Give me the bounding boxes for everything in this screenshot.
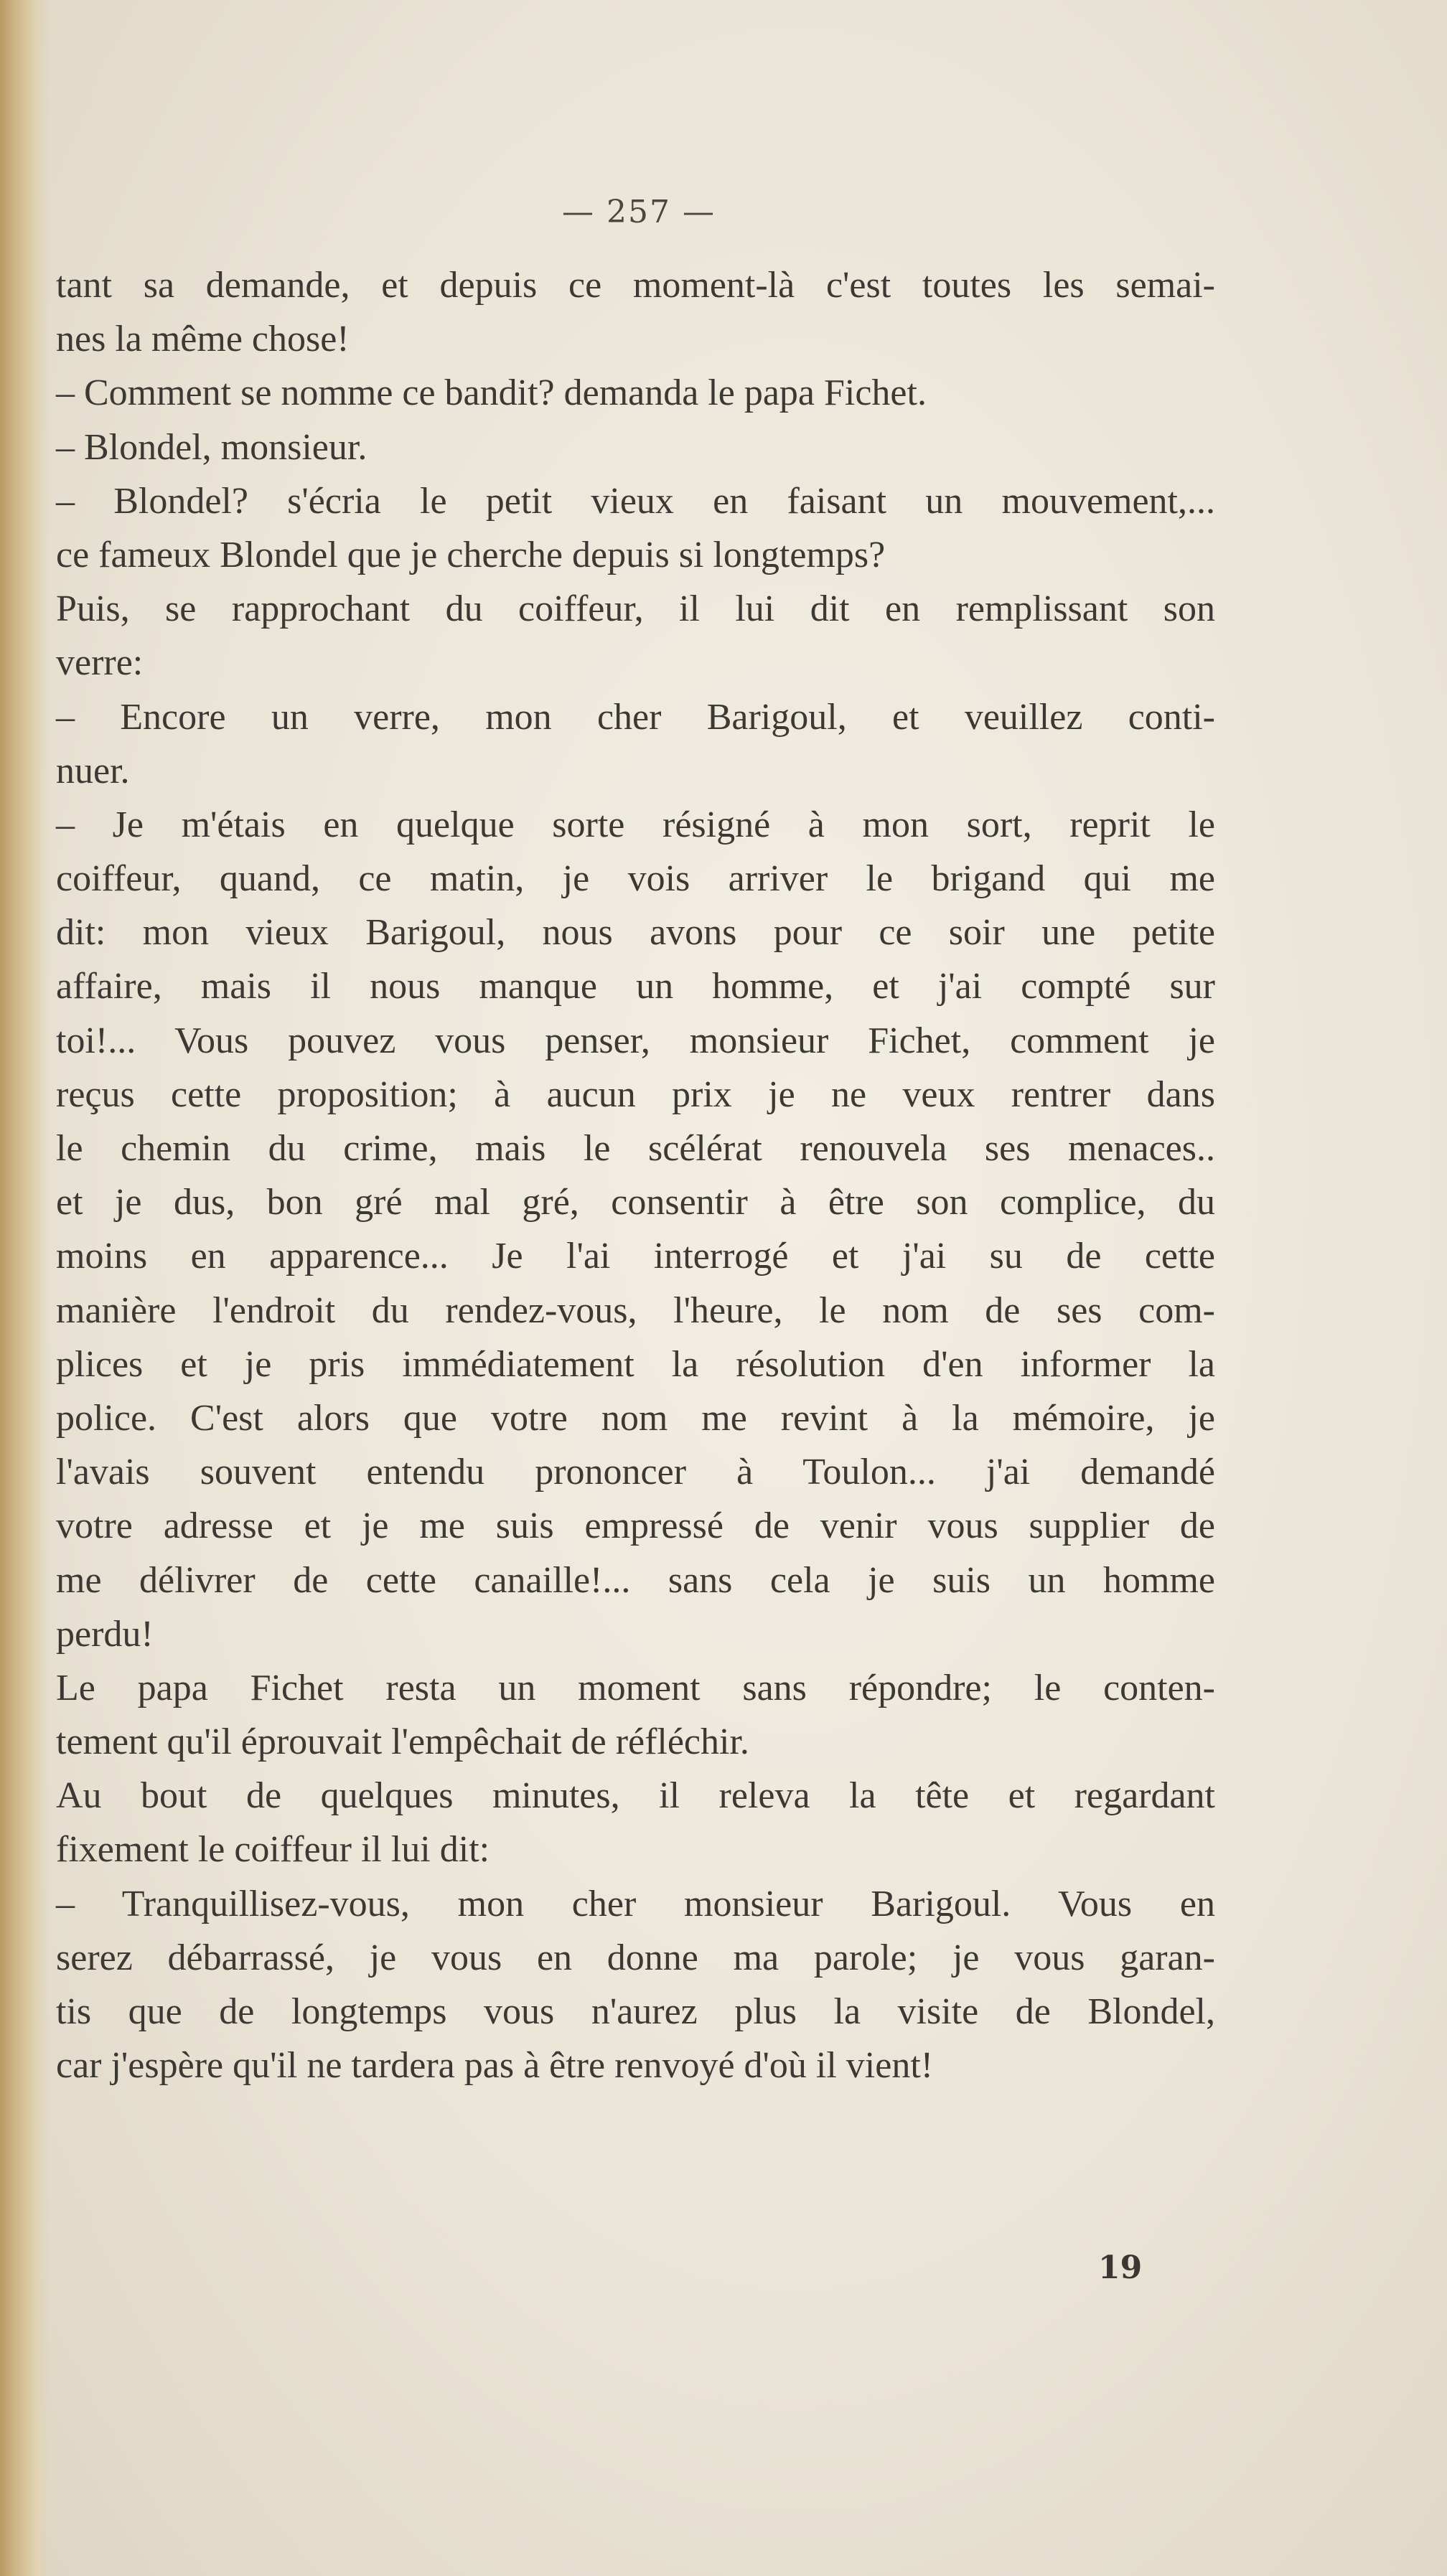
text-line: moins en apparence... Je l'ai interrogé et j'ai su de cette xyxy=(56,1236,1215,1277)
text-line: le chemin du crime, mais le scélérat renouvela ses menaces.. xyxy=(56,1128,1215,1169)
text-line: nes la même chose! xyxy=(56,319,350,360)
text-line: – Comment se nomme ce bandit? demanda le papa Fichet. xyxy=(56,372,927,414)
text-line: ce fameux Blondel que je cherche depuis si longtemps? xyxy=(56,534,886,575)
text-line: votre adresse et je me suis empressé de venir vous supplier de xyxy=(56,1505,1215,1547)
text-line: manière l'endroit du rendez-vous, l'heure, le nom de ses com- xyxy=(56,1289,1215,1331)
text-line: me délivrer de cette canaille!... sans cela je suis un homme xyxy=(56,1559,1215,1601)
text-line: Puis, se rapprochant du coiffeur, il lui dit en remplissant son xyxy=(56,588,1215,630)
text-line: fixement le coiffeur il lui dit: xyxy=(56,1829,490,1871)
text-line: l'avais souvent entendu prononcer à Toulon... j'ai demandé xyxy=(56,1452,1215,1493)
text-line: – Blondel? s'écria le petit vieux en faisant un mouvement,... xyxy=(56,480,1215,522)
text-line: perdu! xyxy=(56,1613,154,1655)
text-line: – Blondel, monsieur. xyxy=(56,426,367,468)
text-line: et je dus, bon gré mal gré, consentir à être son complice, du xyxy=(56,1182,1215,1223)
text-line: – Tranquillisez-vous, mon cher monsieur Barigoul. Vous en xyxy=(56,1883,1215,1924)
text-line: – Je m'étais en quelque sorte résigné à mon sort, reprit le xyxy=(56,804,1215,845)
signature-mark: 19 xyxy=(1098,2250,1143,2286)
text-line: car j'espère qu'il ne tardera pas à être renvoyé d'où il vient! xyxy=(56,2045,934,2087)
page-binding-edge xyxy=(0,0,50,2576)
text-line: verre: xyxy=(56,642,144,684)
text-line: coiffeur, quand, ce matin, je vois arriver le brigand qui me xyxy=(56,858,1215,900)
text-line: plices et je pris immédiatement la résolution d'en informer la xyxy=(56,1343,1215,1385)
text-line: tement qu'il éprouvait l'empêchait de réfléchir. xyxy=(56,1721,749,1763)
text-line: tant sa demande, et depuis ce moment-là c'est toutes les semai- xyxy=(56,265,1215,306)
body-text xyxy=(56,258,1215,2092)
text-line: nuer. xyxy=(56,750,130,791)
text-line: reçus cette proposition; à aucun prix je ne veux rentrer dans xyxy=(56,1073,1215,1115)
text-line: – Encore un verre, mon cher Barigoul, et veuillez conti- xyxy=(56,696,1215,738)
text-line: police. C'est alors que votre nom me revint à la mémoire, je xyxy=(56,1397,1215,1439)
text-line: tis que de longtemps vous n'aurez plus la visite de Blondel, xyxy=(56,1991,1215,2032)
text-line: Au bout de quelques minutes, il releva la tête et regardant xyxy=(56,1775,1215,1817)
text-line: toi!... Vous pouvez vous penser, monsieur Fichet, comment je xyxy=(56,1020,1215,1061)
text-line: Le papa Fichet resta un moment sans répondre; le conten- xyxy=(56,1667,1215,1708)
text-line: serez débarrassé, je vous en donne ma parole; je vous garan- xyxy=(56,1937,1215,1978)
page-number: — 257 — xyxy=(562,194,716,230)
text-line: dit: mon vieux Barigoul, nous avons pour ce soir une petite xyxy=(56,912,1215,954)
text-line: affaire, mais il nous manque un homme, et j'ai compté sur xyxy=(56,966,1215,1007)
